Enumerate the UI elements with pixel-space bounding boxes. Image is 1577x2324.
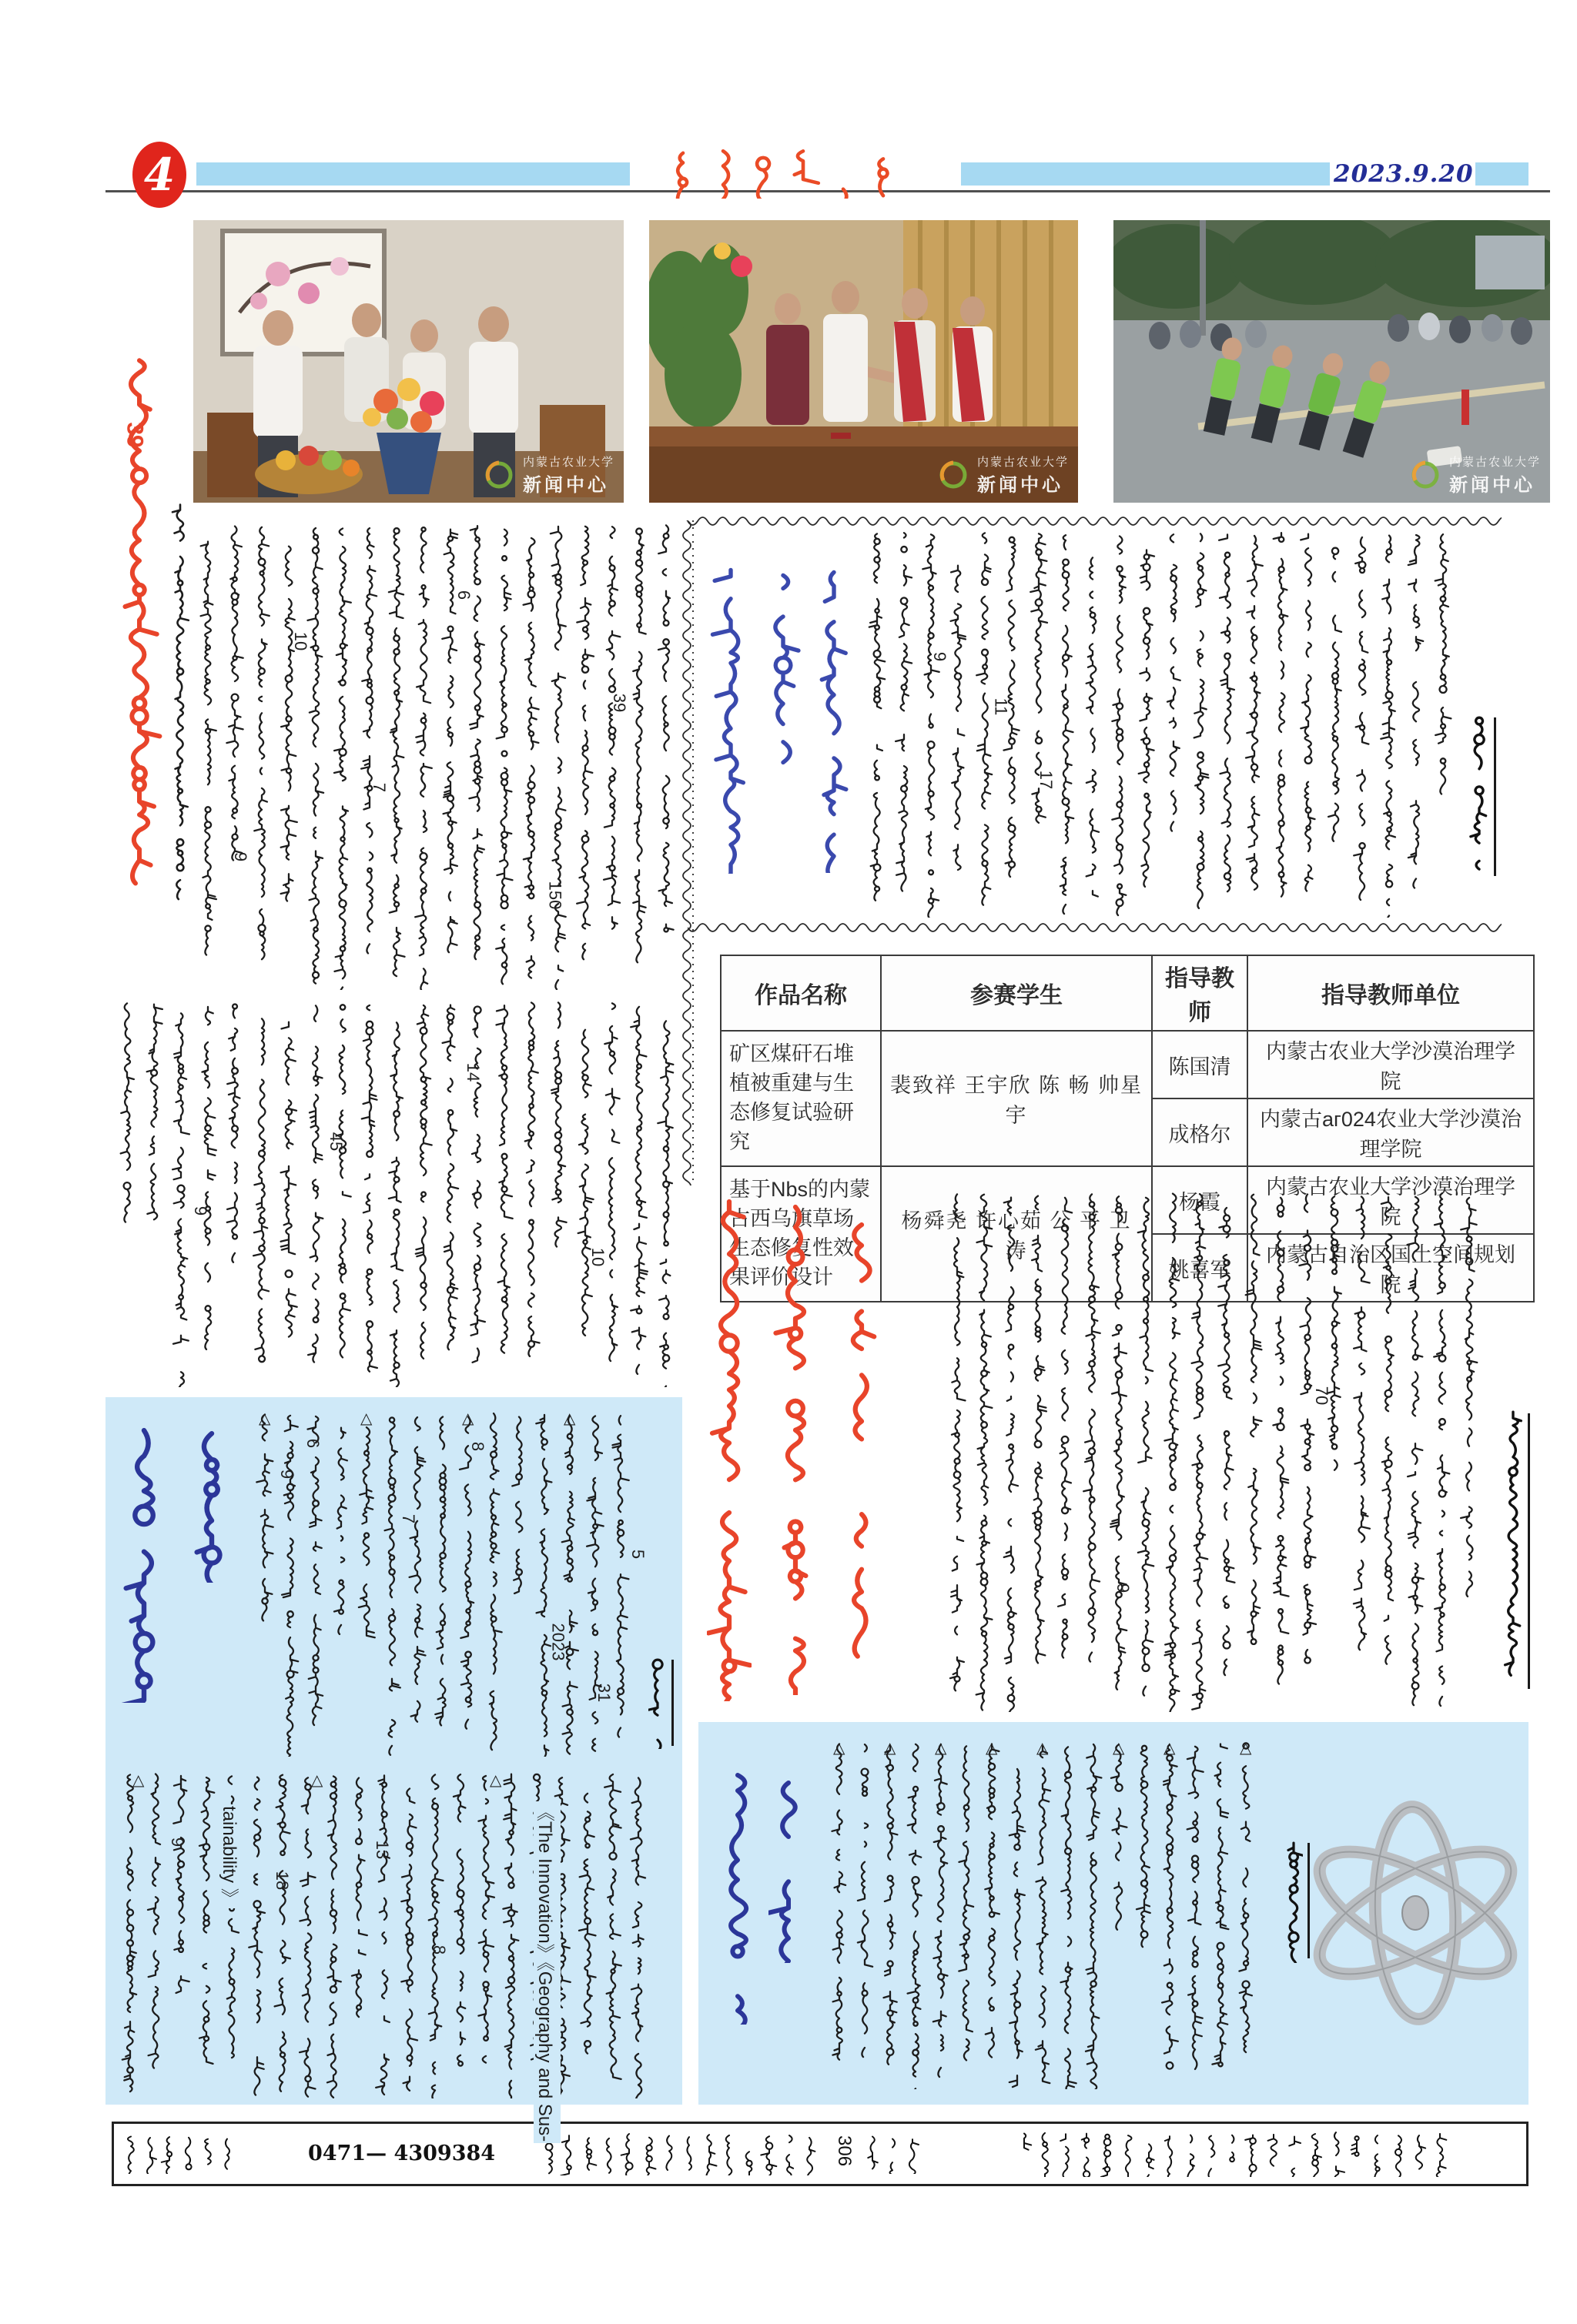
watermark-university: 内蒙古农业大学 bbox=[522, 456, 614, 469]
photo-award-handshake bbox=[649, 220, 1078, 503]
item-marker-triangle: △ bbox=[259, 1410, 271, 1427]
item-marker-triangle: △ bbox=[935, 1740, 947, 1757]
news-center-logo-icon bbox=[936, 457, 971, 493]
left-panel-byline-bold bbox=[648, 1657, 667, 1749]
item-marker-triangle: △ bbox=[1036, 1740, 1049, 1757]
page-number-badge bbox=[132, 142, 186, 208]
inline-number: 8 bbox=[430, 1944, 450, 1955]
box-border-left-wavy bbox=[682, 520, 696, 1185]
photo-tug-of-war bbox=[1113, 220, 1550, 503]
teacher-cell: 成格尔 bbox=[1152, 1098, 1247, 1166]
item-marker-triangle: △ bbox=[490, 1772, 502, 1789]
inline-number: 150 bbox=[545, 881, 565, 910]
footer-imprint-group3 bbox=[1018, 2131, 1457, 2177]
item-marker-triangle: △ bbox=[986, 1740, 998, 1757]
col-header-teacher: 指导教师 bbox=[1152, 955, 1247, 1031]
right-panel-title-navy-col2 bbox=[768, 1778, 809, 1963]
box-article-body bbox=[866, 531, 1457, 918]
item-marker-triangle: △ bbox=[132, 1772, 145, 1789]
photo-watermark bbox=[1408, 453, 1541, 497]
teacher-unit-cell: 内蒙古农业大学沙漠治理学院 bbox=[1247, 1166, 1534, 1234]
news-center-logo-icon bbox=[1408, 457, 1443, 493]
left-panel-title-navy-col2 bbox=[193, 1429, 231, 1583]
teacher-cell: 姚喜军 bbox=[1152, 1234, 1247, 1302]
box-article-title-blue-col1 bbox=[710, 566, 752, 874]
inline-number: 6 bbox=[303, 1438, 323, 1449]
byline-underline bbox=[1307, 1843, 1310, 1958]
watermark-university: 内蒙古农业大学 bbox=[976, 456, 1069, 469]
inline-number: 39 bbox=[610, 693, 630, 713]
box-article-title-blue-col3 bbox=[813, 568, 855, 873]
header-bar-right bbox=[1475, 162, 1528, 186]
inline-number: 10 bbox=[291, 631, 311, 651]
item-marker-triangle: △ bbox=[311, 1772, 323, 1789]
footer-imprint-group2 bbox=[543, 2132, 820, 2175]
teacher-unit-cell: 内蒙古аг024农业大学沙漠治理学院 bbox=[1247, 1098, 1534, 1166]
left-article-body-band2 bbox=[116, 1001, 680, 1387]
inline-number: 2023 bbox=[548, 1623, 568, 1661]
teacher-cell: 陈国清 bbox=[1152, 1031, 1247, 1098]
right-panel-title-navy-col1 bbox=[718, 1771, 758, 2025]
inline-number: 70 bbox=[1312, 1386, 1332, 1406]
footer-phone-number: 0471— 4309384 bbox=[308, 2142, 496, 2165]
photo-watermark bbox=[481, 453, 614, 497]
photo-flower-presentation bbox=[193, 220, 624, 503]
box-article-title-blue-col2 bbox=[762, 571, 804, 773]
inline-number: 14 bbox=[464, 1062, 484, 1082]
col-header-work: 作品名称 bbox=[721, 955, 881, 1031]
inline-number: 9 bbox=[1113, 1583, 1133, 1593]
table-header-row bbox=[721, 955, 1534, 1031]
col-header-teacher-unit: 指导教师单位 bbox=[1247, 955, 1534, 1031]
bottom-article-title-red-col2 bbox=[773, 1202, 818, 1695]
work-title-cell: 矿区煤矸石堆植被重建与生态修复试验研究 bbox=[721, 1031, 881, 1166]
inline-number: 39 bbox=[122, 422, 148, 448]
atom-science-icon bbox=[1300, 1763, 1531, 2063]
watermark-news-center: 新闻中心 bbox=[1448, 475, 1535, 496]
inline-number: 18 bbox=[273, 1871, 293, 1891]
left-article-title-red bbox=[116, 274, 163, 942]
inline-number: 17 bbox=[1036, 770, 1056, 790]
col-header-students: 参赛学生 bbox=[881, 955, 1152, 1031]
right-panel-body bbox=[829, 1741, 1275, 2089]
inline-number: 9 bbox=[168, 1837, 188, 1847]
watermark-news-center: 新闻中心 bbox=[522, 475, 609, 496]
latin-journal-names-cont: tainability 》 bbox=[218, 1804, 245, 1908]
table-row bbox=[721, 1031, 1534, 1098]
left-article-subtitle bbox=[169, 502, 191, 938]
byline-underline bbox=[1494, 717, 1496, 876]
teacher-unit-cell: 内蒙古农业大学沙漠治理学院 bbox=[1247, 1031, 1534, 1098]
bottom-article-body bbox=[946, 1192, 1489, 1712]
inline-number: 7 bbox=[399, 1513, 419, 1524]
box-article-byline-bold bbox=[1469, 714, 1489, 881]
latin-journal-names: 《The Innovation》《Geography and Sus- bbox=[534, 1801, 561, 2143]
inline-number: 6 bbox=[454, 590, 474, 600]
inline-number: 31 bbox=[594, 1683, 614, 1703]
inline-number: 13 bbox=[373, 1840, 393, 1860]
students-cell: 杨舜尧 许心茹 公 平 卫 涛 bbox=[881, 1166, 1152, 1302]
students-cell: 裴致祥 王宇欣 陈 畅 帅星宇 bbox=[881, 1031, 1152, 1166]
teacher-cell: 杨霞 bbox=[1152, 1166, 1247, 1234]
item-marker-triangle: △ bbox=[1163, 1740, 1176, 1757]
page-number: 4 bbox=[143, 149, 176, 201]
watermark-news-center: 新闻中心 bbox=[976, 475, 1063, 496]
byline-underline bbox=[1528, 1413, 1530, 1689]
inline-number: 11 bbox=[991, 697, 1011, 716]
item-marker-triangle: △ bbox=[360, 1410, 373, 1427]
box-border-bottom-wavy bbox=[688, 922, 1502, 933]
work-title-cell: 基于Nbs的内蒙古西乌旗草场生态修复性效果评价设计 bbox=[721, 1166, 881, 1302]
photo-watermark bbox=[936, 453, 1069, 497]
masthead-mongolian-title bbox=[668, 149, 922, 199]
teacher-unit-cell: 内蒙古自治区国土空间规划院 bbox=[1247, 1234, 1534, 1302]
item-marker-triangle: △ bbox=[833, 1740, 845, 1757]
item-marker-triangle: △ bbox=[884, 1740, 896, 1757]
byline-underline bbox=[671, 1660, 674, 1746]
footer-imprint-group1 bbox=[125, 2134, 240, 2174]
inline-number: 9 bbox=[277, 1469, 297, 1480]
news-center-logo-icon bbox=[481, 457, 517, 493]
inline-number: 5 bbox=[628, 1549, 648, 1560]
box-border-top-wavy bbox=[688, 516, 1502, 527]
header-bar-left bbox=[196, 162, 630, 186]
item-marker-triangle: △ bbox=[564, 1410, 576, 1427]
left-panel-body-band2 bbox=[119, 1772, 658, 2098]
footer-imprint-group2b bbox=[866, 2134, 920, 2174]
watermark-university: 内蒙古农业大学 bbox=[1448, 456, 1541, 469]
issue-date: 2023.9.20 bbox=[1334, 160, 1474, 188]
left-panel-title-navy-col1 bbox=[122, 1426, 166, 1703]
footer-room-number: 306 bbox=[834, 2135, 855, 2167]
inline-number: 9 bbox=[191, 1205, 211, 1216]
bottom-article-byline-bold bbox=[1503, 1409, 1523, 1694]
header-bar-middle bbox=[961, 162, 1330, 186]
inline-number: 10 bbox=[588, 1247, 608, 1267]
bottom-article-title-red-col1 bbox=[707, 1197, 752, 1701]
inline-number: 9 bbox=[231, 851, 251, 862]
inline-number: 7 bbox=[370, 782, 390, 793]
item-marker-triangle: △ bbox=[462, 1410, 474, 1427]
inline-number: 45 bbox=[326, 1132, 347, 1152]
item-marker-triangle: △ bbox=[1113, 1740, 1125, 1757]
left-article-body-band1 bbox=[196, 523, 680, 990]
left-panel-body-band1 bbox=[254, 1412, 645, 1757]
inline-number: 8 bbox=[468, 1441, 488, 1452]
bottom-article-title-red-col3 bbox=[839, 1220, 884, 1682]
inline-number: 9 bbox=[930, 651, 950, 662]
item-marker-triangle: △ bbox=[1240, 1740, 1252, 1757]
